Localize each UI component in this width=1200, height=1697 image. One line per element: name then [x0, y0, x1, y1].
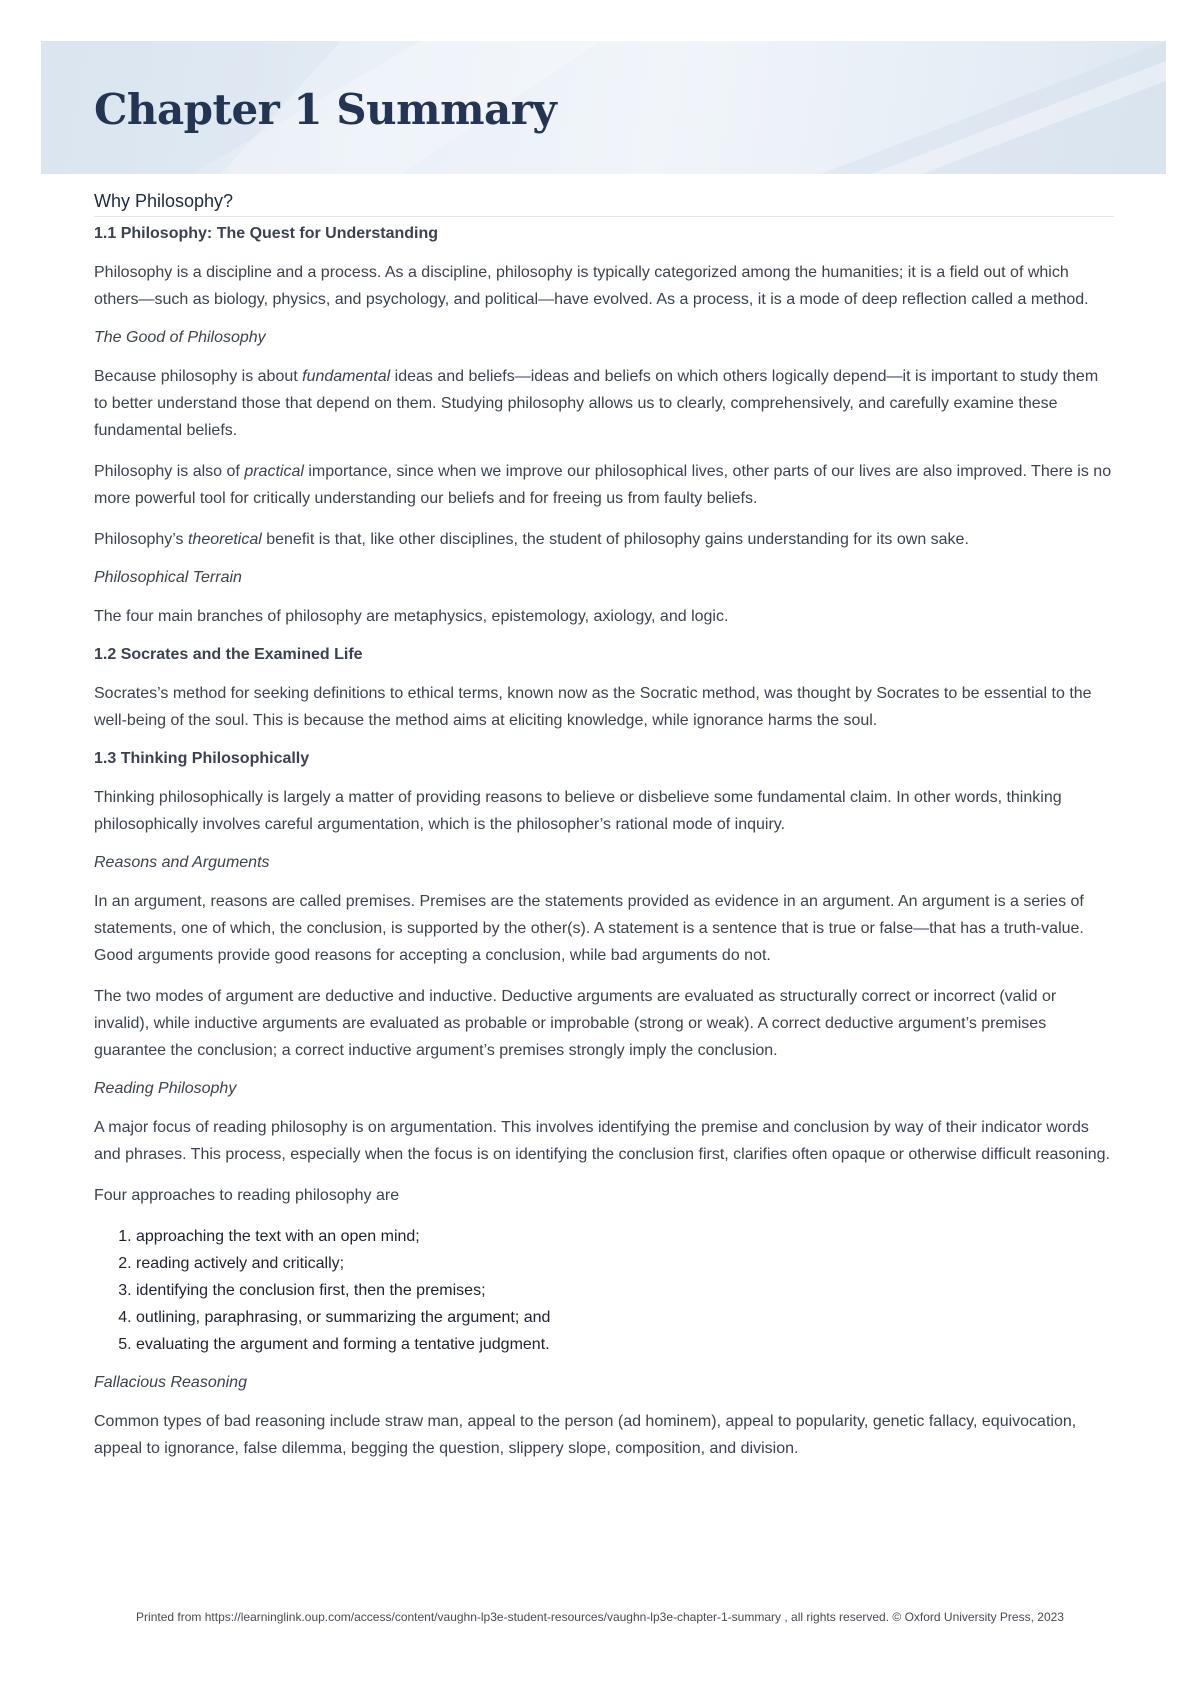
heading-1-3: 1.3 Thinking Philosophically — [94, 750, 310, 767]
emphasis: theoretical — [187, 531, 262, 548]
summary-content — [94, 190, 1114, 1476]
list-item: 4. outlining, paraphrasing, or summarizing the argument; and — [136, 1304, 1114, 1331]
subheading-philosophical-terrain: Philosophical Terrain — [94, 569, 242, 586]
subheading-reading-philosophy: Reading Philosophy — [94, 1080, 237, 1097]
paragraph: Thinking philosophically is largely a matter of providing reasons to believe or disbelieve some fundamental claim. In other words, thinking philosophically involves careful argumentation, which is the philosopher’s rational mode of inquiry. — [94, 789, 1062, 833]
list-item: 5. evaluating the argument and forming a tentative judgment. — [136, 1331, 1114, 1358]
emphasis: fundamental — [302, 368, 391, 385]
section-title: Why Philosophy? — [94, 190, 1114, 217]
heading-1-2: 1.2 Socrates and the Examined Life — [94, 646, 363, 663]
paragraph: Four approaches to reading philosophy are — [94, 1187, 400, 1204]
list-item: 2. reading actively and critically; — [136, 1250, 1114, 1277]
paragraph: The two modes of argument are deductive and inductive. Deductive arguments are evaluated as structurally correct or incorrect (valid or invalid), while inductive arguments are evaluated as probable or improbable (strong or weak). A correct deductive argument’s premises guarantee the conclusion; a correct inductive argument’s premises strongly imply the conclusion. — [94, 988, 1057, 1059]
paragraph: The four main branches of philosophy are metaphysics, epistemology, axiology, and logic. — [94, 608, 729, 625]
subheading-fallacious-reasoning: Fallacious Reasoning — [94, 1374, 247, 1391]
paragraph: Socrates’s method for seeking definitions to ethical terms, known now as the Socratic method, was thought by Socrates to be essential to the well-being of the soul. This is because the method aims at eliciting knowledge, while ignorance harms the soul. — [94, 685, 1092, 729]
page-title: Chapter 1 Summary — [94, 85, 557, 134]
chapter-banner — [41, 41, 1166, 174]
emphasis: practical — [244, 463, 304, 480]
paragraph: A major focus of reading philosophy is on argumentation. This involves identifying the premise and conclusion by way of their indicator words and phrases. This process, especially when the focus is on identifying the conclusion first, clarifies often opaque or otherwise difficult reasoning. — [94, 1119, 1110, 1163]
paragraph: Philosophy is a discipline and a process. As a discipline, philosophy is typically categorized among the humanities; it is a field out of which others—such as biology, physics, and psychology, and political—have evolved. As a process, it is a mode of deep reflection called a method. — [94, 264, 1089, 308]
paragraph: Common types of bad reasoning include straw man, appeal to the person (ad hominem), appeal to popularity, genetic fallacy, equivocation, appeal to ignorance, false dilemma, begging the question, slippery slope, composition, and division. — [94, 1413, 1077, 1457]
paragraph: Because philosophy is about fundamental ideas and beliefs—ideas and beliefs on which others logically depend—it is important to study them to better understand those that depend on them. Studying philosophy allows us to clearly, comprehensively, and carefully examine these fundamental beliefs. — [94, 368, 1099, 439]
paragraph: Philosophy is also of practical importance, since when we improve our philosophical lives, other parts of our lives are also improved. There is no more powerful tool for critically understanding our beliefs and for freeing us from faulty beliefs. — [94, 463, 1112, 507]
paragraph: Philosophy’s theoretical benefit is that, like other disciplines, the student of philosophy gains understanding for its own sake. — [94, 531, 969, 548]
paragraph: In an argument, reasons are called premises. Premises are the statements provided as evidence in an argument. An argument is a series of statements, one of which, the conclusion, is supported by the other(s). A statement is a sentence that is true or false—that has a truth-value. Good arguments provide good reasons for accepting a conclusion, while bad arguments do not. — [94, 893, 1084, 964]
list-item: 3. identifying the conclusion first, then the premises; — [136, 1277, 1114, 1304]
subheading-reasons-and-arguments: Reasons and Arguments — [94, 854, 270, 871]
reading-approaches-list — [94, 1223, 1114, 1358]
subheading-good-of-philosophy: The Good of Philosophy — [94, 329, 266, 346]
list-item: 1. approaching the text with an open mind; — [136, 1223, 1114, 1250]
print-footer: Printed from https://learninglink.oup.com/access/content/vaughn-lp3e-student-resources/vaughn-lp3e-chapter-1-summary , all rights reserved. © Oxford University Press, 2023 — [136, 1610, 1064, 1624]
heading-1-1: 1.1 Philosophy: The Quest for Understanding — [94, 225, 439, 242]
